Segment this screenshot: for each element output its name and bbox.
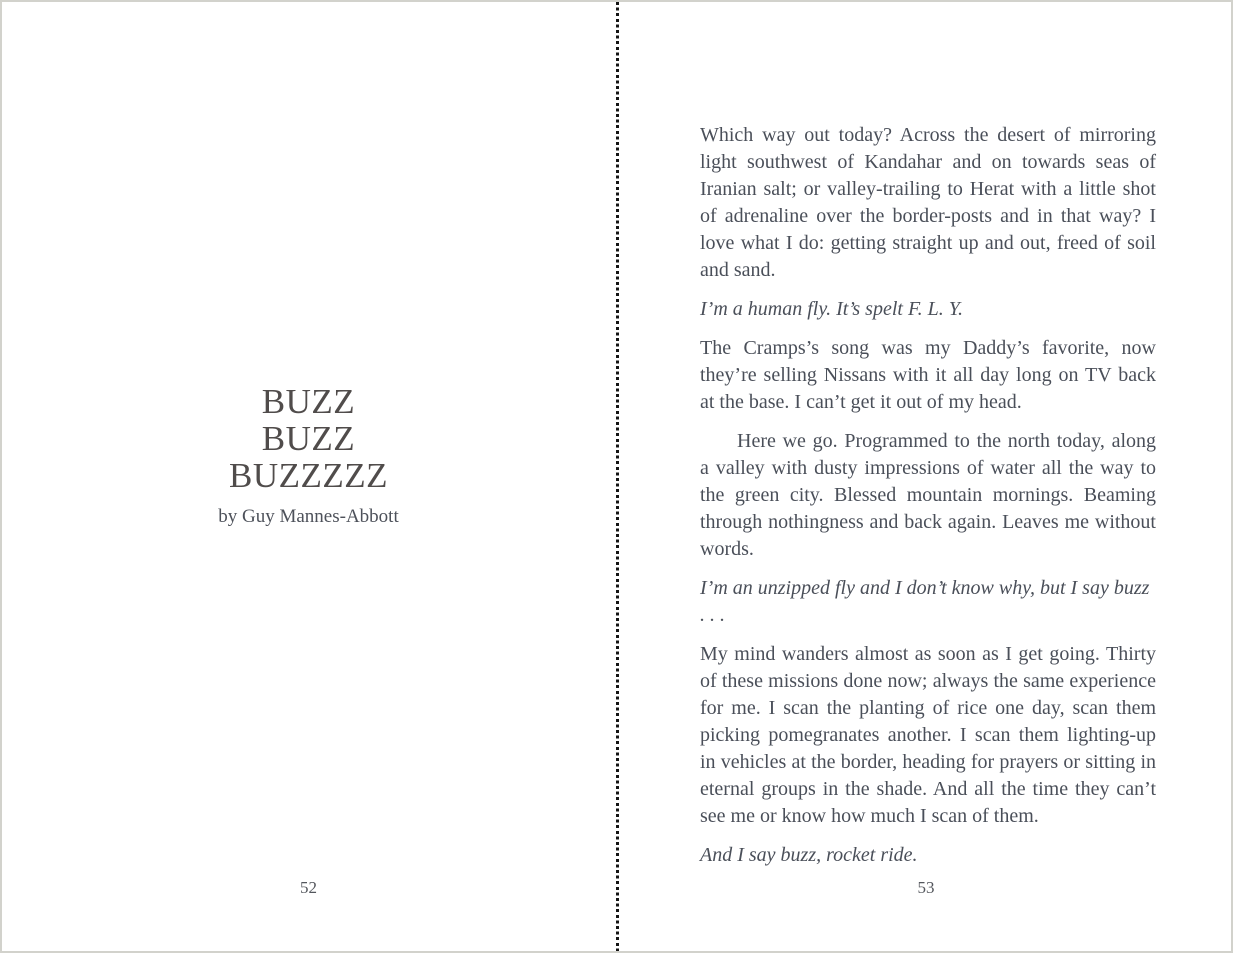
story-title-line-3: BUZZZZZ <box>228 456 389 495</box>
page-number-left: 52 <box>300 878 317 897</box>
refrain-line: And I say buzz, rocket ride. <box>700 844 918 866</box>
body-paragraph: The Cramps’s song was my Daddy’s favorite, now they’re selling Nissans with it all day long on TV back at the base. I can’t get it out of my head. <box>700 337 1156 413</box>
body-paragraph: My mind wanders almost as soon as I get going. Thirty of these missions done now; always the same experience for me. I scan the planting of rice one day, scan them picking pomegranates another. I scan them lighting-up in vehicles at the border, heading for prayers or sitting in eternal groups in the shade. And all the time they can’t see me or know how much I scan of them. <box>700 643 1156 827</box>
page-number-right: 53 <box>917 878 935 897</box>
byline: by Guy Mannes-Abbott <box>218 506 399 527</box>
story-title <box>2 383 615 494</box>
prose-block <box>700 122 1156 881</box>
body-paragraph: Which way out today? Across the desert of mirroring light southwest of Kandahar and on towards seas of Iranian salt; or valley-trailing to Herat with a little shot of adrenaline over the border-posts and in that way? I love what I do: getting straight up and out, freed of soil and sand. <box>700 124 1156 281</box>
story-title-line-1: BUZZ <box>261 382 356 421</box>
story-title-line-2: BUZZ <box>261 419 356 458</box>
stitch-divider <box>616 2 619 951</box>
refrain-line: I’m an unzipped fly and I don’t know why, but I say buzz . . . <box>700 577 1150 626</box>
left-page <box>2 2 615 951</box>
refrain-line: I’m a human fly. It’s spelt F. L. Y. <box>700 298 963 320</box>
right-page <box>621 2 1231 951</box>
body-paragraph: Here we go. Programmed to the north today, along a valley with dusty impressions of water all the way to the green city. Blessed mountain mornings. Beaming through nothingness and back again. Leaves me without words. <box>700 430 1156 560</box>
title-block <box>2 383 615 528</box>
